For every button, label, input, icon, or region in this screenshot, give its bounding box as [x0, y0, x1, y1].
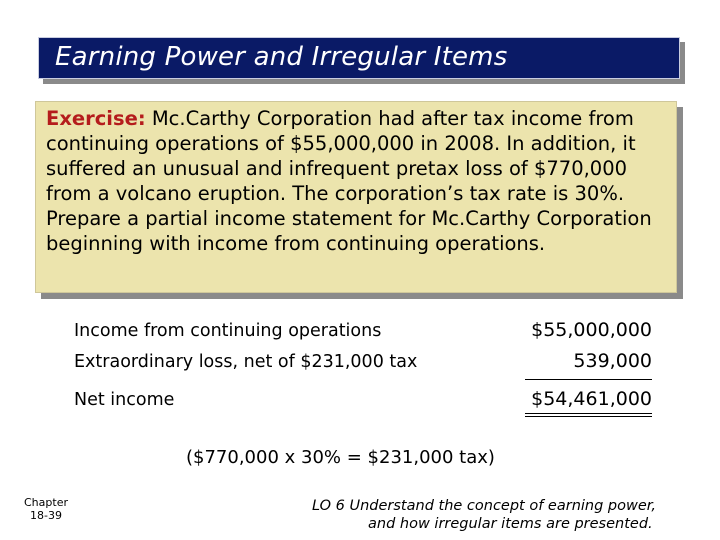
exercise-box [35, 101, 677, 293]
slide-title: Earning Power and Irregular Items [55, 42, 508, 72]
subtotal-rule [525, 379, 652, 380]
exercise-text-block [46, 106, 672, 256]
statement-amount: 539,000 [573, 350, 652, 372]
total-rule-top [525, 413, 652, 414]
chapter-reference [16, 496, 76, 522]
statement-label: Net income [74, 390, 175, 410]
chapter-label: Chapter [24, 496, 68, 509]
title-banner [38, 37, 680, 79]
learning-objective-line-1: LO 6 Understand the concept of earning power, [312, 498, 657, 514]
statement-row-continuing-ops [74, 321, 654, 347]
statement-label: Extraordinary loss, net of $231,000 tax [74, 352, 418, 372]
exercise-label: Exercise: [46, 107, 146, 130]
statement-amount: $55,000,000 [531, 319, 652, 341]
exercise-body: Mc.Carthy Corporation had after tax income from continuing operations of $55,000,000 in 2008. In addition, it suffered an unusual and infrequent pretax loss of $770,000 from a volcano eruption. The corporation’s tax rate is 30%. Prepare a partial income statement for Mc.Carthy Corporation beginning with income from continuing operations. [46, 107, 652, 255]
statement-amount: $54,461,000 [531, 388, 652, 410]
statement-label: Income from continuing operations [74, 321, 382, 341]
chapter-page-number: 18-39 [30, 509, 62, 522]
learning-objective-note [312, 497, 712, 533]
total-rule-bottom [525, 416, 652, 417]
tax-computation-note: ($770,000 x 30% = $231,000 tax) [186, 447, 495, 468]
statement-row-extraordinary-loss [74, 352, 654, 378]
learning-objective-line-2: and how irregular items are presented. [368, 516, 653, 532]
